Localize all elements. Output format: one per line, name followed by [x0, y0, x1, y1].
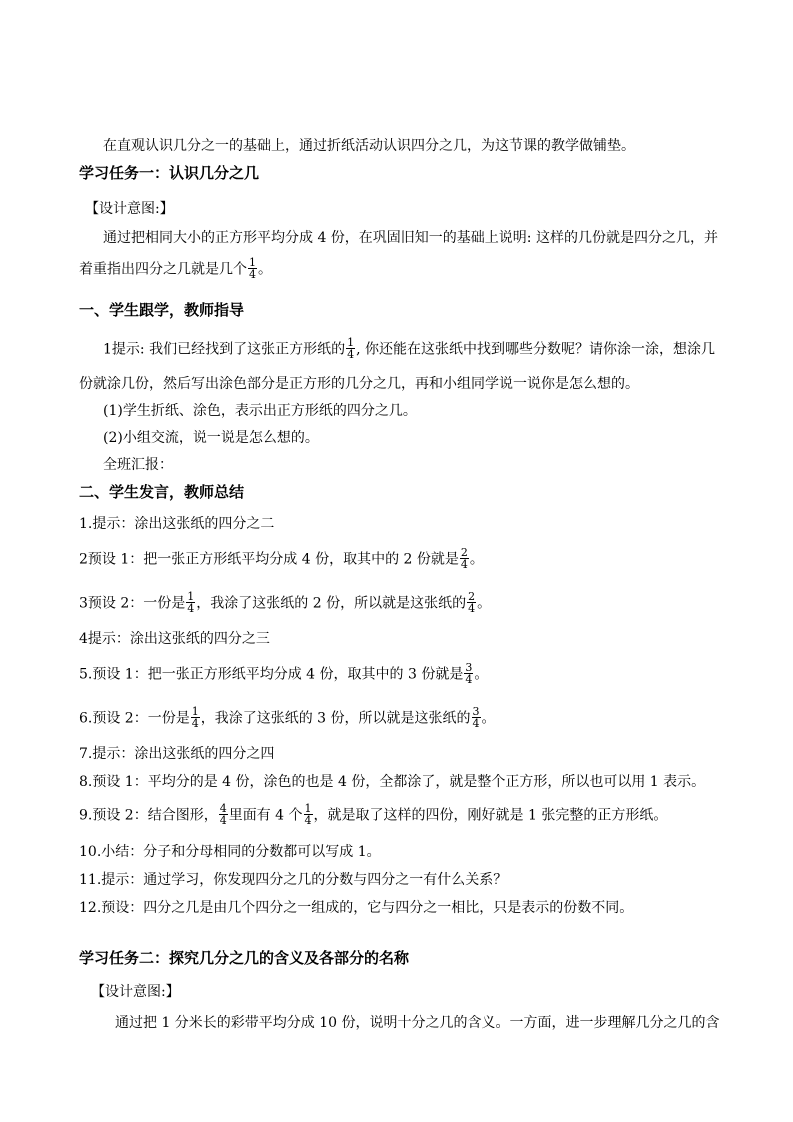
fraction-two-quarters [460, 547, 469, 570]
list-item: (2)小组交流，说一说是怎么想的。 [103, 430, 319, 446]
line-text: 6.预设 2：一份是 [79, 710, 190, 727]
fraction-denominator: 4 [304, 814, 312, 827]
fraction-numerator: 1 [249, 256, 256, 269]
fraction-denominator: 4 [187, 602, 195, 615]
fraction-numerator: 3 [465, 661, 473, 674]
line-text: 5.预设 1：把一张正方形纸平均分成 4 份，取其中的 3 份就是 [79, 666, 464, 683]
fraction-numerator: 1 [304, 802, 312, 815]
fraction-three-quarters [464, 662, 473, 685]
line-text: ，我涂了这张纸的 3 份，所以就是这张纸的 [200, 710, 471, 727]
fraction-three-quarters [472, 706, 481, 729]
line-text: 3预设 2：一份是 [79, 595, 186, 612]
summary-line-12: 12.预设：四分之几是由几个四分之一组成的，它与四分之一相比，只是表示的份数不同。 [79, 900, 634, 916]
fraction-denominator: 4 [249, 268, 256, 281]
line-text: 里面有 4 个 [228, 807, 303, 824]
summary-line-4: 4提示：涂出这张纸的四分之三 [79, 631, 270, 647]
fraction-one-quarter [248, 257, 257, 280]
design1-text-line1: 通过把相同大小的正方形平均分成 4 份，在巩固旧知一的基础上说明: 这样的几份就是四分之几，并 [103, 230, 718, 246]
summary-line-9 [79, 804, 667, 827]
hint1-suffix: , 你还能在这张纸中找到哪些分数呢？请你涂一涂，想涂几 [356, 341, 715, 358]
summary-line-8: 8.预设 1：平均分的是 4 份，涂色的也是 4 份，全都涂了，就是整个正方形，所以也可以用 1 表示。 [79, 774, 706, 790]
fraction-numerator: 1 [187, 590, 195, 603]
line-text: 。 [477, 595, 492, 612]
design2-text: 通过把 1 分米长的彩带平均分成 10 份，说明十分之几的含义。一方面，进一步理解几分之几的含 [115, 1015, 720, 1031]
fraction-one-quarter [304, 803, 313, 826]
line-text: 2预设 1：把一张正方形纸平均分成 4 份，取其中的 2 份就是 [79, 551, 459, 568]
fraction-numerator: 2 [460, 546, 468, 559]
report-label: 全班汇报： [103, 457, 173, 473]
line-text: 9.预设 2：结合图形， [79, 807, 218, 824]
design1-label: 【设计意图:】 [85, 201, 174, 217]
summary-line-2 [79, 548, 484, 571]
line-text: 。 [474, 666, 489, 683]
fraction-denominator: 4 [347, 348, 355, 361]
fraction-denominator: 4 [468, 602, 476, 615]
summary-line-1: 1.提示：涂出这张纸的四分之二 [79, 516, 275, 532]
summary-line-5 [79, 663, 488, 686]
line-text: ，就是取了这样的四份，刚好就是 1 张完整的正方形纸。 [313, 807, 668, 824]
task2-heading: 学习任务二：探究几分之几的含义及各部分的名称 [79, 949, 410, 967]
section2-heading: 二、学生发言，教师总结 [79, 483, 245, 501]
fraction-denominator: 4 [219, 814, 227, 827]
fraction-denominator: 4 [472, 717, 480, 730]
fraction-two-quarters [467, 591, 476, 614]
fraction-one-quarter [346, 337, 355, 360]
hint1-line2: 份就涂几份，然后写出涂色部分是正方形的几分之几，再和小组同学说一说你是怎么想的。 [79, 376, 639, 392]
line-text: ，我涂了这张纸的 2 份，所以就是这张纸的 [196, 595, 467, 612]
line-text: 。 [481, 710, 496, 727]
fraction-denominator: 4 [460, 558, 468, 571]
design2-label: 【设计意图:】 [91, 984, 180, 1000]
summary-line-11: 11.提示：通过学习，你发现四分之几的分数与四分之一有什么关系？ [79, 872, 508, 888]
fraction-one-quarter [186, 591, 195, 614]
design1-text-prefix: 着重指出四分之几就是几个 [79, 261, 247, 278]
summary-line-10: 10.小结：分子和分母相同的分数都可以写成 1。 [79, 844, 381, 860]
fraction-denominator: 4 [191, 717, 199, 730]
design1-text-suffix: 。 [258, 261, 272, 278]
fraction-numerator: 1 [347, 336, 355, 349]
fraction-denominator: 4 [465, 673, 473, 686]
list-item: (1)学生折纸、涂色，表示出正方形纸的四分之几。 [103, 403, 417, 419]
fraction-one-quarter [191, 706, 200, 729]
summary-line-6 [79, 707, 496, 730]
hint1-line1 [103, 338, 715, 361]
fraction-numerator: 3 [472, 705, 480, 718]
task1-heading: 学习任务一：认识几分之几 [79, 164, 260, 182]
design1-text-line2 [79, 258, 272, 281]
hint1-prefix: 1提示: 我们已经找到了这张正方形纸的 [103, 341, 346, 358]
fraction-four-quarters [219, 803, 228, 826]
fraction-numerator: 2 [468, 590, 476, 603]
fraction-numerator: 4 [219, 802, 227, 815]
intro-paragraph: 在直观认识几分之一的基础上，通过折纸活动认识四分之几，为这节课的教学做铺垫。 [103, 138, 635, 154]
line-text: 。 [469, 551, 484, 568]
summary-line-7: 7.提示：涂出这张纸的四分之四 [79, 746, 275, 762]
section1-heading: 一、学生跟学，教师指导 [79, 301, 245, 319]
fraction-numerator: 1 [191, 705, 199, 718]
summary-line-3 [79, 592, 491, 615]
